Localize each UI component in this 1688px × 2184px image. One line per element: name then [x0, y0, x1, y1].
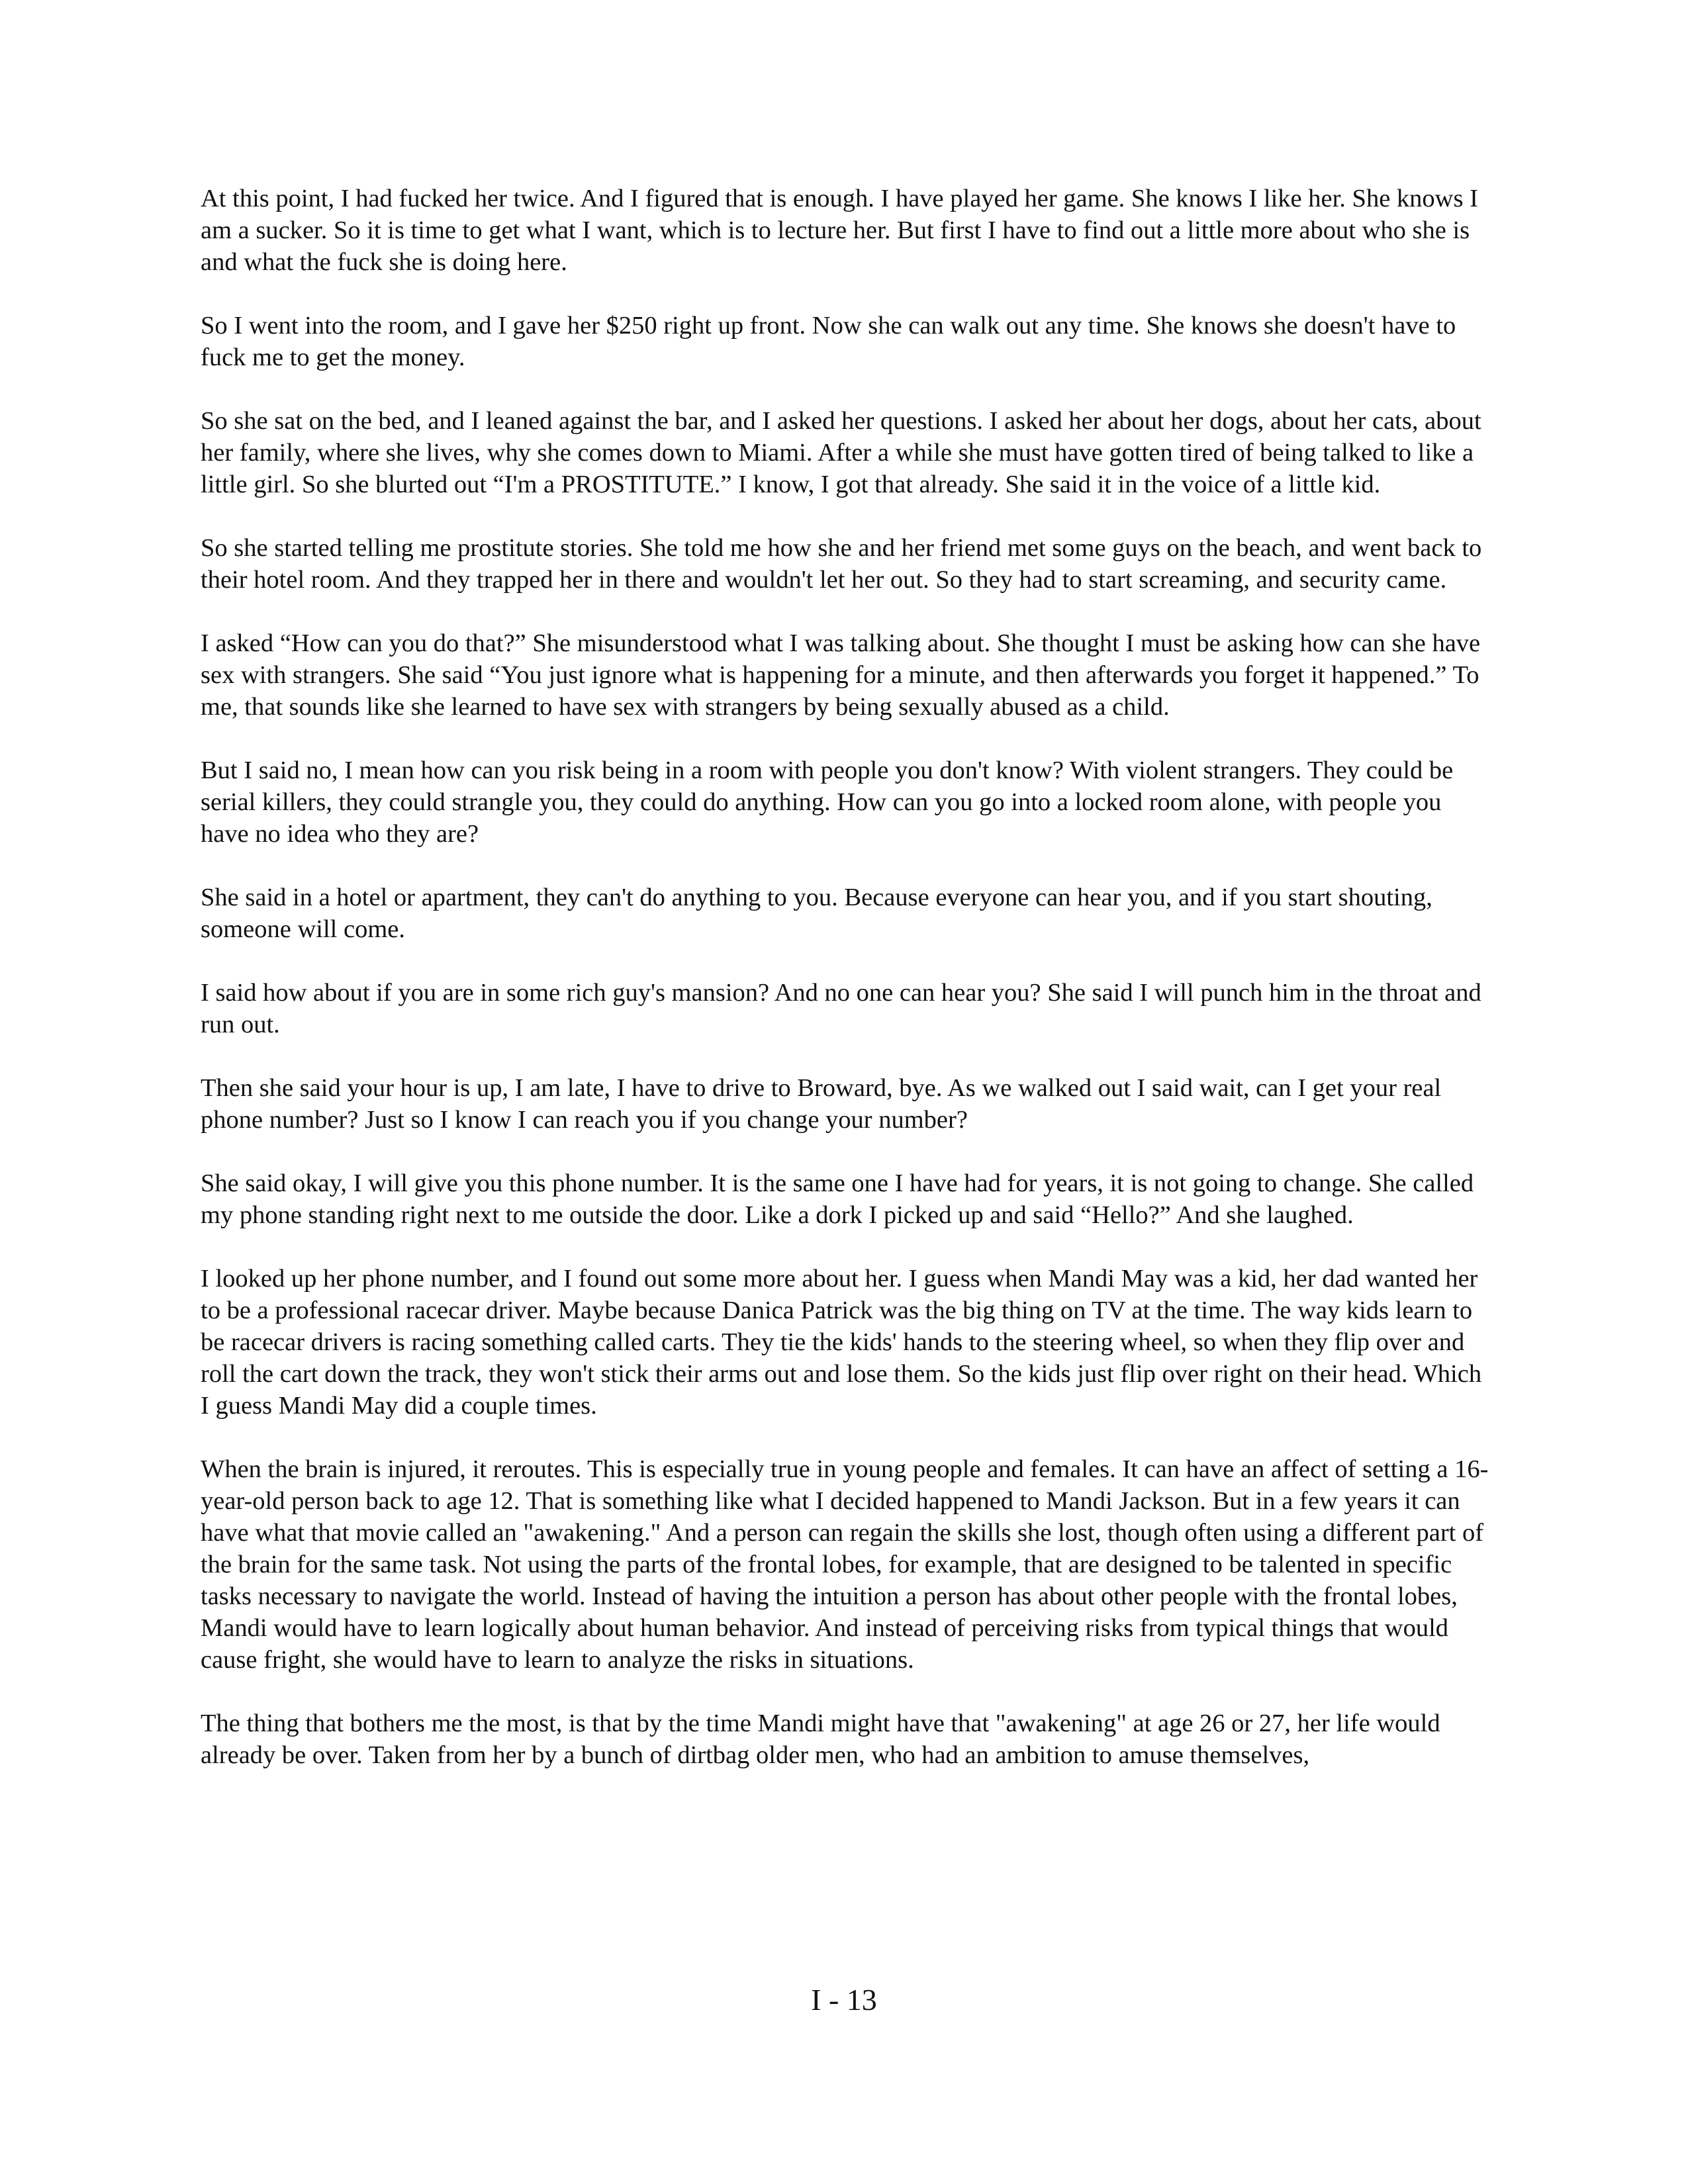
page-number: I - 13: [811, 1983, 877, 2017]
paragraph: So she started telling me prostitute stories. She told me how she and her friend met some guys on the beach, and went back to their hotel room. And they trapped her in there and wouldn't let her out. So they had to start screaming, and security came.: [201, 534, 1482, 594]
paragraph: At this point, I had fucked her twice. And I figured that is enough. I have played her game. She knows I like her. She knows I am a sucker. So it is time to get what I want, which is to lecture her. But first I have to find out a little more about who she is and what the fuck she is doing here.: [201, 185, 1478, 276]
paragraph: Then she said your hour is up, I am late, I have to drive to Broward, bye. As we walked out I said wait, can I get your real phone number? Just so I know I can reach you if you change your number?: [201, 1074, 1442, 1134]
body-text: [201, 183, 1495, 1771]
paragraph: The thing that bothers me the most, is that by the time Mandi might have that "awakening" at age 26 or 27, her life would already be over. Taken from her by a bunch of dirtbag older men, who had an ambition to amuse themselves,: [201, 1709, 1440, 1769]
paragraph: She said okay, I will give you this phone number. It is the same one I have had for years, it is not going to change. She called my phone standing right next to me outside the door. Like a dork I picked up and said “Hello?” And she laughed.: [201, 1169, 1474, 1229]
paragraph: She said in a hotel or apartment, they can't do anything to you. Because everyone can hear you, and if you start shouting, someone will come.: [201, 884, 1432, 943]
paragraph: But I said no, I mean how can you risk being in a room with people you don't know? With violent strangers. They could be serial killers, they could strangle you, they could do anything. How can you go into a locked room alone, with people you have no idea who they are?: [201, 756, 1454, 848]
paragraph: When the brain is injured, it reroutes. This is especially true in young people and females. It can have an affect of setting a 16-year-old person back to age 12. That is something like what I decided happened to Mandi Jackson. But in a few years it can have what that movie called an "awakening." And a person can regain the skills she lost, though often using a different part of the brain for the same task. Not using the parts of the frontal lobes, for example, that are designed to be talented in specific tasks necessary to navigate the world. Instead of having the intuition a person has about other people with the frontal lobes, Mandi would have to learn logically about human behavior. And instead of perceiving risks from typical things that would cause fright, she would have to learn to analyze the risks in situations.: [201, 1455, 1489, 1674]
paragraph: So she sat on the bed, and I leaned against the bar, and I asked her questions. I asked her about her dogs, about her cats, about her family, where she lives, why she comes down to Miami. After a while she must have gotten tired of being talked to like a little girl. So she blurted out “I'm a PROSTITUTE.” I know, I got that already. She said it in the voice of a little kid.: [201, 407, 1481, 498]
paragraph: I looked up her phone number, and I found out some more about her. I guess when Mandi May was a kid, her dad wanted her to be a professional racecar driver. Maybe because Danica Patrick was the big thing on TV at the time. The way kids learn to be racecar drivers is racing something called carts. They tie the kids' hands to the steering wheel, so when they flip over and roll the cart down the track, they won't stick their arms out and lose them. So the kids just flip over right on their head. Which I guess Mandi May did a couple times.: [201, 1265, 1482, 1420]
paragraph: So I went into the room, and I gave her $250 right up front. Now she can walk out any time. She knows she doesn't have to fuck me to get the money.: [201, 312, 1456, 371]
paragraph: I said how about if you are in some rich guy's mansion? And no one can hear you? She said I will punch him in the throat and run out.: [201, 979, 1481, 1038]
paragraph: I asked “How can you do that?” She misunderstood what I was talking about. She thought I must be asking how can she have sex with strangers. She said “You just ignore what is happening for a minute, and then afterwards you forget it happened.” To me, that sounds like she learned to have sex with strangers by being sexually abused as a child.: [201, 629, 1481, 721]
